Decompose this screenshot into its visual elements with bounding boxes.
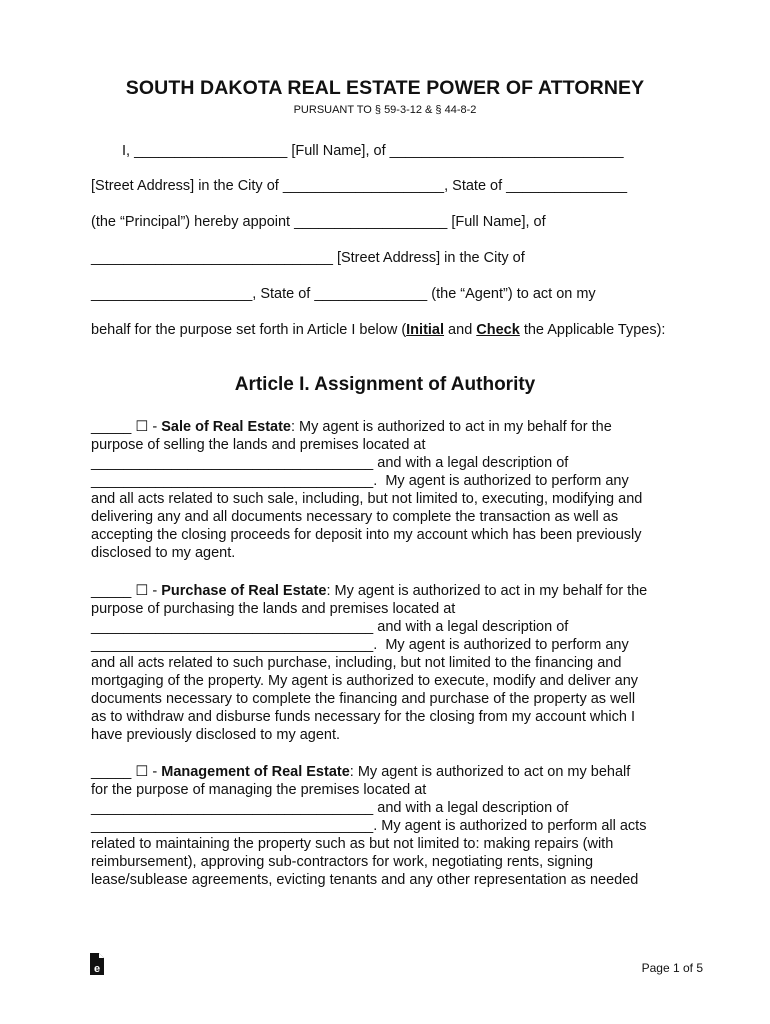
item-text: : My agent is authorized to act in my behalf for the <box>290 419 612 435</box>
item-label: Sale of Real Estate <box>161 419 291 435</box>
item-text: purpose of purchasing the lands and premises located at <box>91 601 456 617</box>
item-text[interactable]: ___________________________________ and with a legal description of <box>91 619 569 635</box>
item-text[interactable]: ___________________________________. My agent is authorized to perform all acts <box>91 818 647 834</box>
check-label: Check <box>476 322 520 338</box>
page-number: Page 1 of 5 <box>641 961 703 975</box>
item-label: Management of Real Estate <box>161 764 350 780</box>
item-purchase-of-real-estate <box>91 582 691 744</box>
intro-line-3: (the “Principal”) hereby appoint ___________________ [Full Name], of <box>91 214 546 230</box>
item-text: : My agent is authorized to act in my behalf for the <box>326 583 648 599</box>
intro-text-end: the Applicable Types): <box>519 322 666 338</box>
intro-line-1: I, ___________________ [Full Name], of _____________________________ <box>122 143 624 159</box>
item-text: purpose of selling the lands and premises located at <box>91 437 426 453</box>
intro-paragraph <box>91 321 683 339</box>
eforms-logo-icon <box>89 952 105 976</box>
intro-line-5: ____________________, State of ______________ (the “Agent”) to act on my <box>91 286 596 302</box>
article-heading: Article I. Assignment of Authority <box>234 374 536 395</box>
item-text[interactable]: ___________________________________ and with a legal description of <box>91 800 569 816</box>
item-text[interactable]: ___________________________________. My agent is authorized to perform any <box>91 473 629 489</box>
item-text: mortgaging of the property. My agent is authorized to execute, modify and deliver any <box>91 673 639 689</box>
item-text[interactable]: ___________________________________. My agent is authorized to perform any <box>91 637 629 653</box>
document-title: SOUTH DAKOTA REAL ESTATE POWER OF ATTORNEY <box>125 77 645 99</box>
item-text: and all acts related to such sale, including, but not limited to, executing, modifying and <box>91 491 643 507</box>
item-text: as to withdraw and disburse funds necessary for the closing from my account which I <box>91 709 636 725</box>
initial-blank-checkbox[interactable]: _____ ☐ - <box>91 764 162 780</box>
svg-text:e: e <box>93 963 101 975</box>
item-text: and all acts related to such purchase, including, but not limited to the financing and <box>91 655 622 671</box>
initial-label: Initial <box>406 322 445 338</box>
item-text: delivering any and all documents necessary to complete the transaction as well as <box>91 509 619 525</box>
intro-text-and: and <box>444 322 477 338</box>
item-text: : My agent is authorized to act on my behalf <box>349 764 631 780</box>
intro-text-start: behalf for the purpose set forth in Article I below ( <box>91 322 407 338</box>
item-text: accepting the closing proceeds for deposit into my account which has been previously <box>91 527 642 543</box>
item-text: have previously disclosed to my agent. <box>91 727 341 743</box>
item-text: disclosed to my agent. <box>91 545 236 561</box>
document-subtitle: PURSUANT TO § 59-3-12 & § 44-8-2 <box>293 104 477 116</box>
item-text[interactable]: ___________________________________ and with a legal description of <box>91 455 569 471</box>
item-text: reimbursement), approving sub-contractors for work, negotiating rents, signing <box>91 854 594 870</box>
item-text: related to maintaining the property such as but not limited to: making repairs (with <box>91 836 614 852</box>
item-text: documents necessary to complete the financing and purchase of the property as well <box>91 691 636 707</box>
item-text: lease/sublease agreements, evicting tenants and any other representation as needed <box>91 872 639 888</box>
intro-line-4: ______________________________ [Street Address] in the City of <box>91 250 525 266</box>
intro-line-2: [Street Address] in the City of ____________________, State of _______________ <box>91 178 628 194</box>
item-management-of-real-estate <box>91 763 691 889</box>
initial-blank-checkbox[interactable]: _____ ☐ - <box>91 419 162 435</box>
initial-blank-checkbox[interactable]: _____ ☐ - <box>91 583 162 599</box>
item-text: for the purpose of managing the premises located at <box>91 782 427 798</box>
item-label: Purchase of Real Estate <box>161 583 327 599</box>
item-sale-of-real-estate <box>91 418 691 562</box>
